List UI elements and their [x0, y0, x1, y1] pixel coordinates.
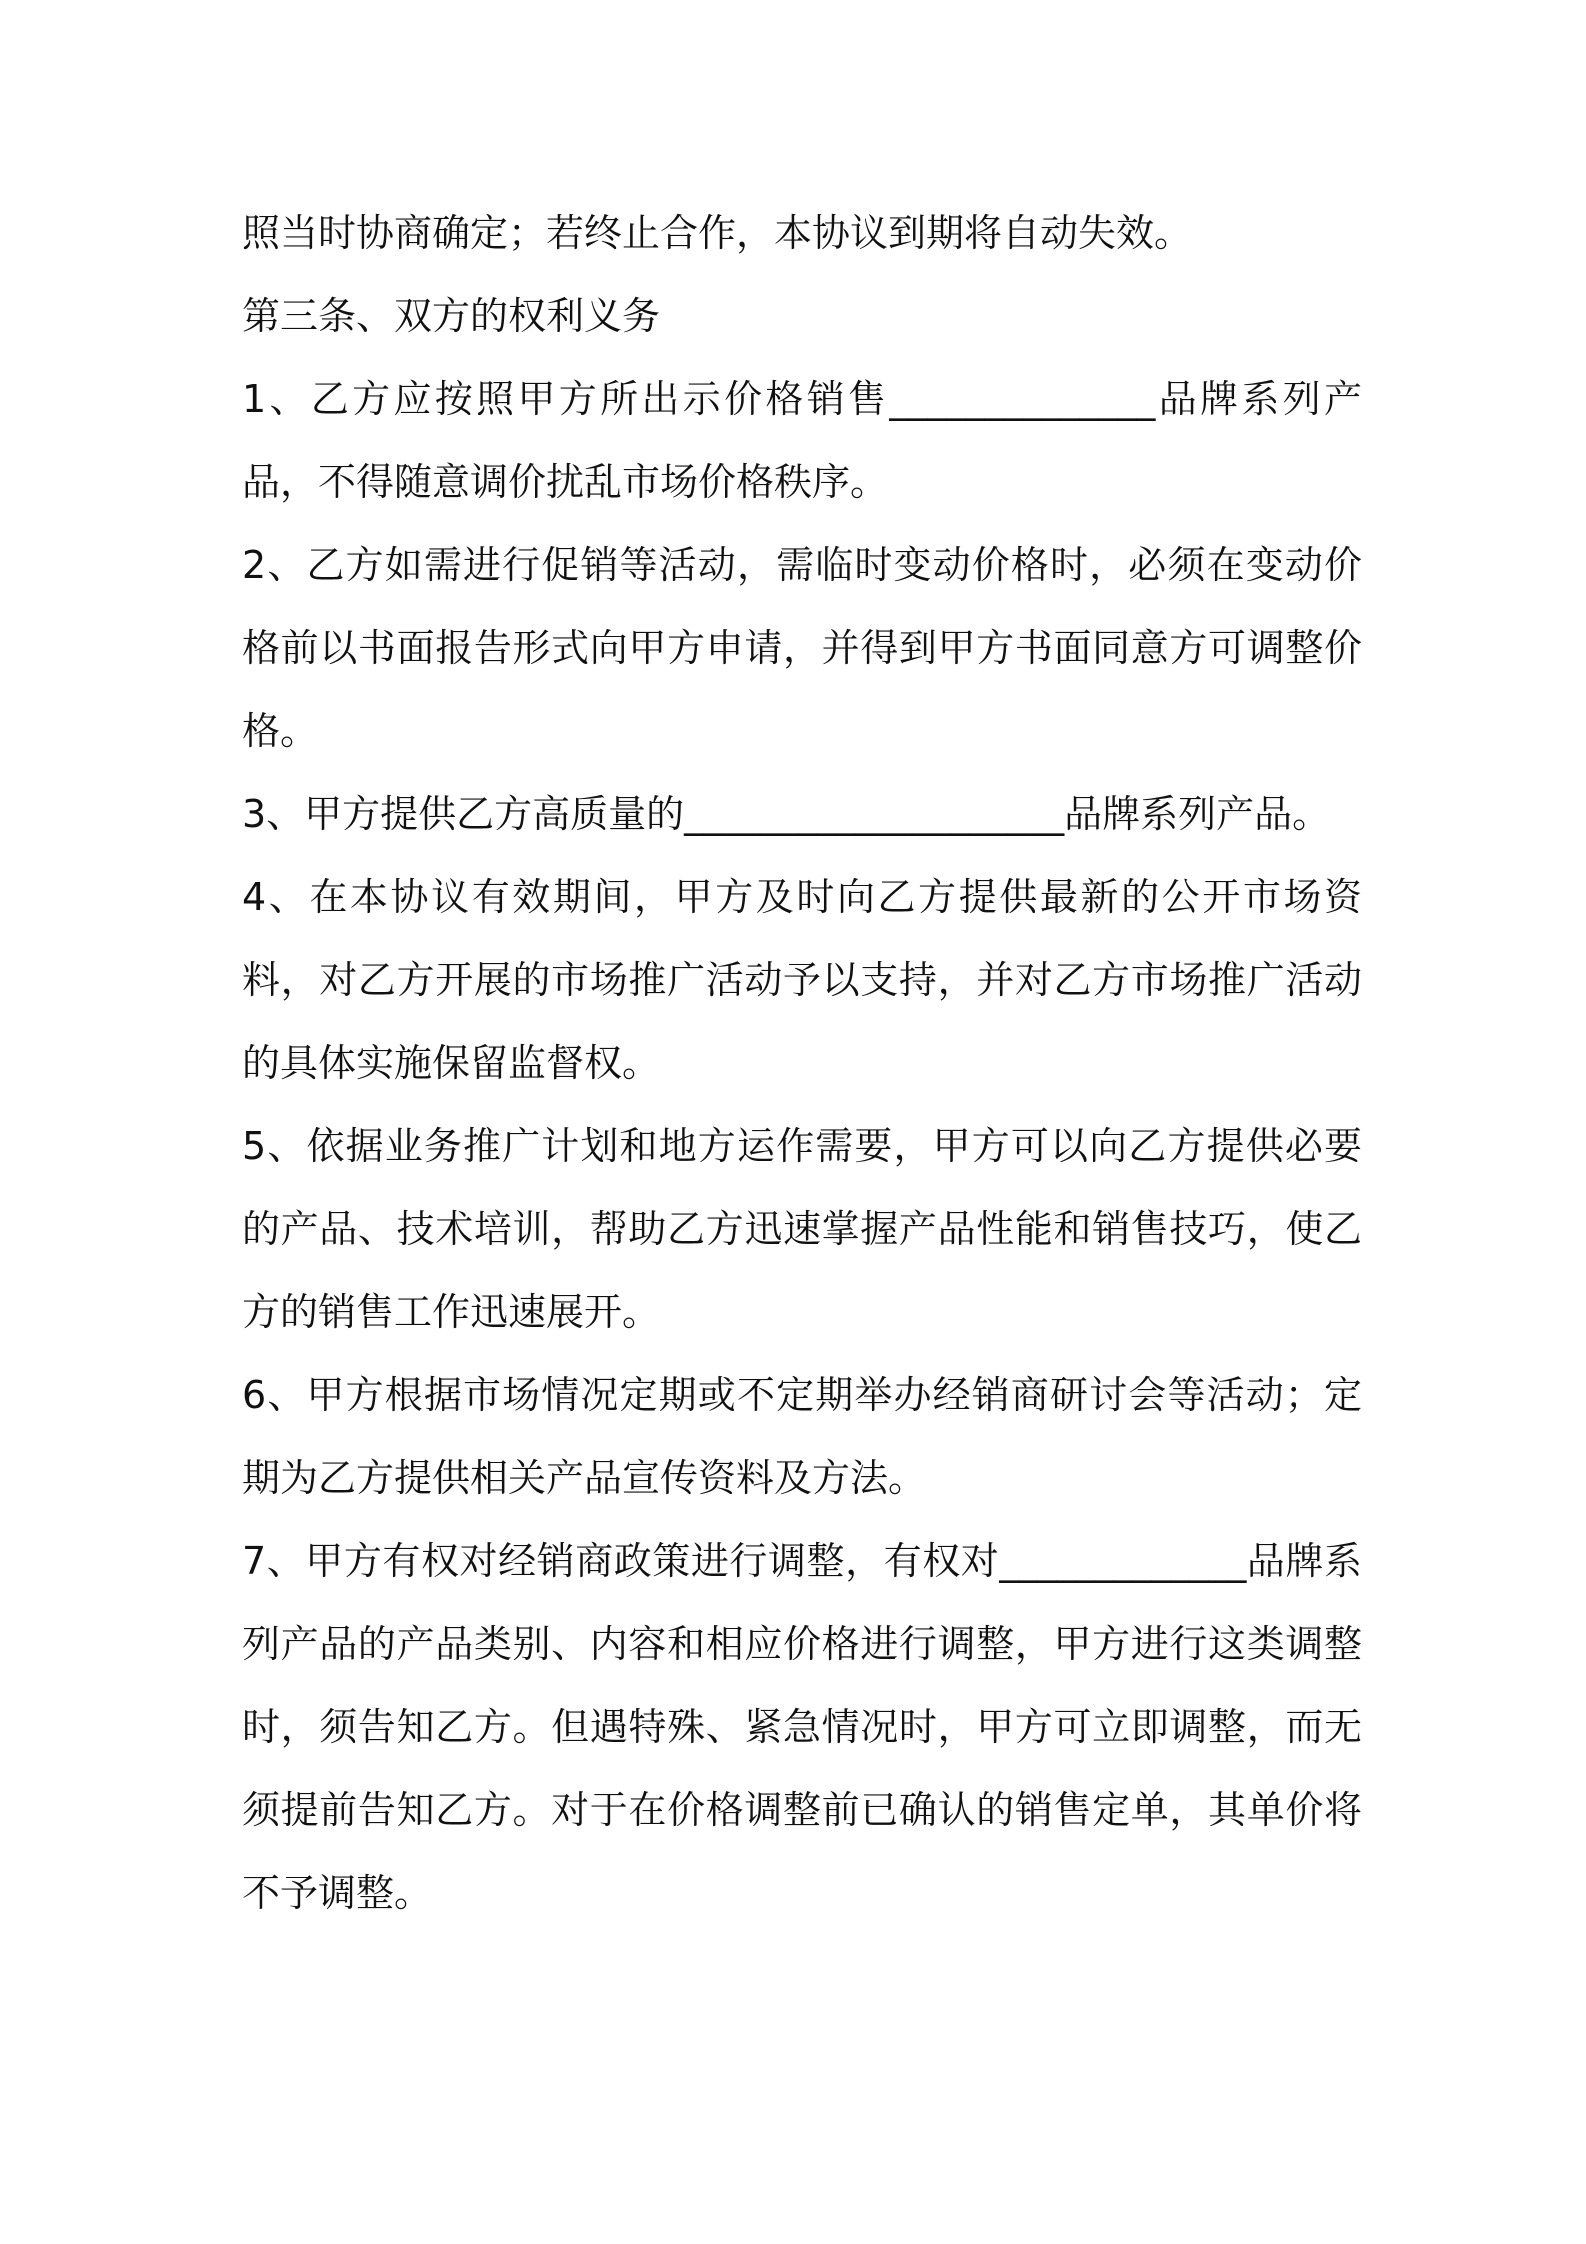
- clause-5: 5、依据业务推广计划和地方运作需要，甲方可以向乙方提供必要的产品、技术培训，帮助乙方迅速掌握产品性能和销售技巧，使乙方的销售工作迅速展开。: [242, 1124, 1362, 1334]
- section-heading-article-3: 第三条、双方的权利义务: [242, 294, 661, 338]
- clause-3: 3、甲方提供乙方高质量的____________________品牌系列产品。: [242, 792, 1331, 836]
- clause-6: 6、甲方根据市场情况定期或不定期举办经销商研讨会等活动；定期为乙方提供相关产品宣传资料及方法。: [242, 1373, 1362, 1500]
- clause-4: 4、在本协议有效期间，甲方及时向乙方提供最新的公开市场资料，对乙方开展的市场推广活动予以支持，并对乙方市场推广活动的具体实施保留监督权。: [242, 875, 1362, 1085]
- clause-2: 2、乙方如需进行促销等活动，需临时变动价格时，必须在变动价格前以书面报告形式向甲方申请，并得到甲方书面同意方可调整价格。: [242, 543, 1362, 753]
- document-body: [242, 192, 1362, 1935]
- paragraph-continuation: 照当时协商确定；若终止合作，本协议到期将自动失效。: [242, 211, 1193, 255]
- clause-7: 7、甲方有权对经销商政策进行调整，有权对_____________品牌系列产品的产品类别、内容和相应价格进行调整，甲方进行这类调整时，须告知乙方。但遇特殊、紧急情况时，甲方可立即调整，而无须提前告知乙方。对于在价格调整前已确认的销售定单，其单价将不予调整。: [242, 1539, 1362, 1915]
- clause-1: 1、乙方应按照甲方所出示价格销售______________品牌系列产品，不得随意调价扰乱市场价格秩序。: [242, 377, 1362, 504]
